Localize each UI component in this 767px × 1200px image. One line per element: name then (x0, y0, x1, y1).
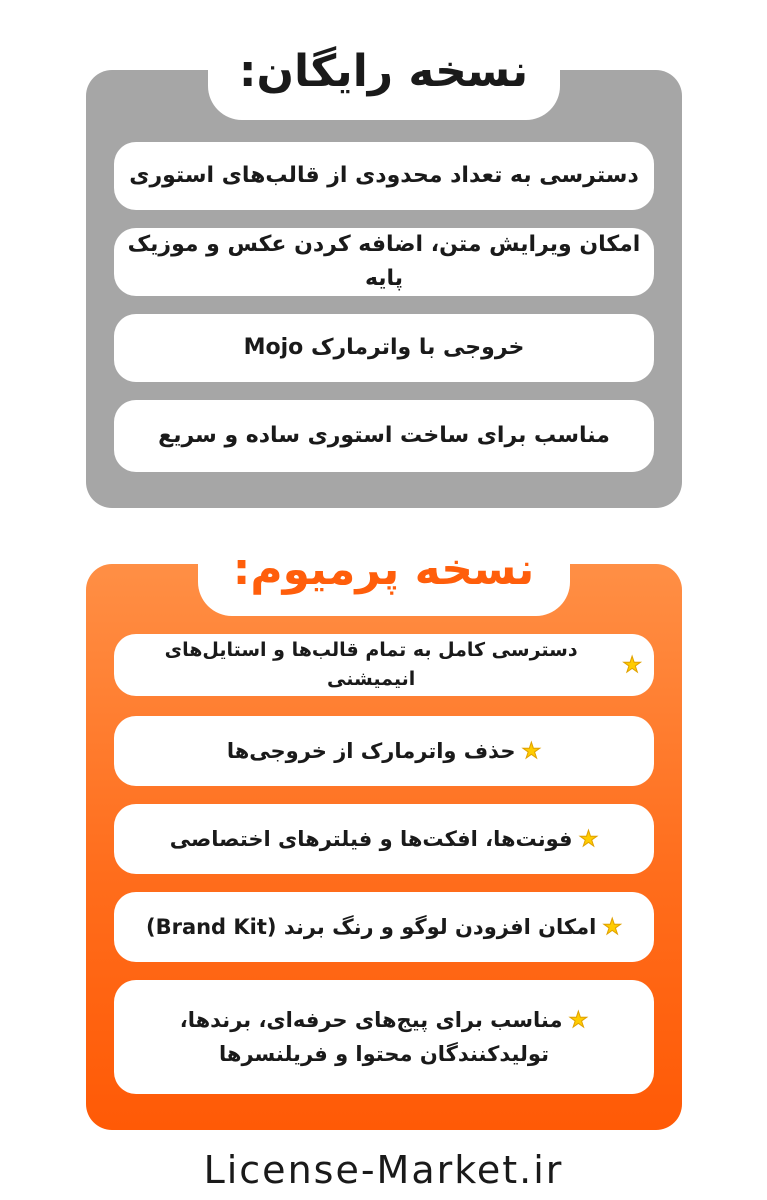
free-feature-3 (114, 314, 654, 382)
star-icon: ★ (521, 738, 542, 764)
premium-feature-4 (114, 892, 654, 962)
feature-text: حذف واترمارک از خروجی‌ها (226, 738, 516, 763)
feature-text: فونت‌ها، افکت‌ها و فیلترهای اختصاصی (169, 826, 573, 851)
star-icon: ★ (578, 826, 599, 852)
free-feature-1 (114, 142, 654, 210)
premium-feature-5 (114, 980, 654, 1094)
free-plan-title: نسخه رایگان: (208, 22, 560, 120)
feature-text: امکان افزودن لوگو و رنگ برند (Brand Kit) (145, 914, 597, 939)
feature-text: دسترسی کامل به تمام قالب‌ها و استایل‌های انیمیشنی (164, 638, 578, 690)
site-url: License-Market.ir (203, 1148, 564, 1192)
premium-feature-2 (114, 716, 654, 786)
feature-text: مناسب برای ساخت استوری ساده و سریع (158, 422, 610, 448)
feature-text: خروجی با واترمارک Mojo (243, 334, 525, 360)
premium-plan-title: نسخه پرمیوم: (198, 522, 570, 616)
feature-text: دسترسی به تعداد محدودی از قالب‌های استوری (129, 162, 639, 188)
premium-feature-3 (114, 804, 654, 874)
star-icon: ★ (622, 652, 642, 678)
star-icon: ★ (568, 1007, 589, 1033)
premium-feature-1 (114, 634, 654, 696)
free-feature-4 (114, 400, 654, 472)
feature-text: ★مناسب برای پیج‌های حرفه‌ای، برندها، تولیدکنندگان محتوا و فریلنسرها (154, 1004, 614, 1071)
feature-text: امکان ویرایش متن، اضافه کردن عکس و موزیک پایه (127, 231, 641, 291)
star-icon: ★ (602, 914, 623, 940)
free-feature-2 (114, 228, 654, 296)
